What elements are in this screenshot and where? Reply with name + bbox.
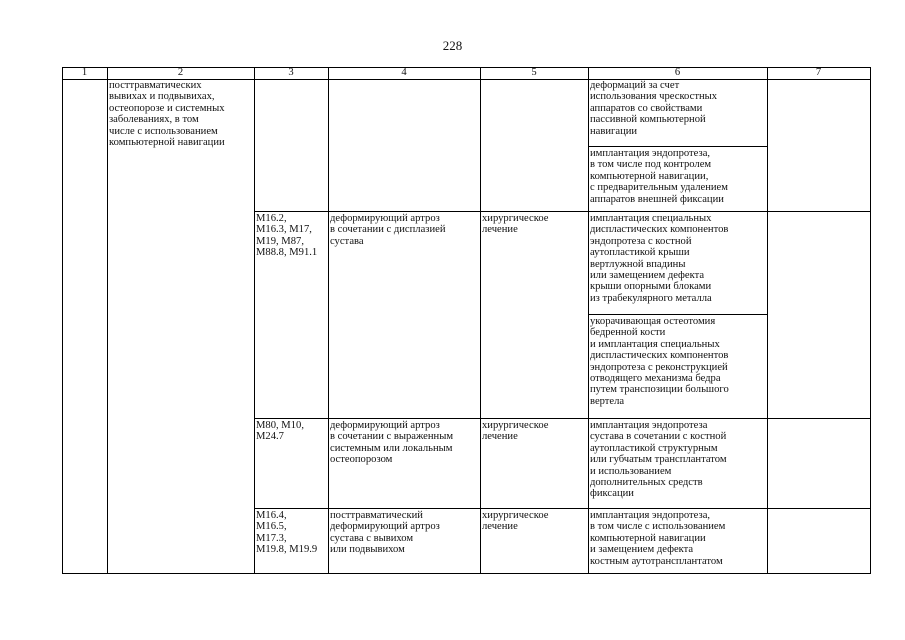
col-border bbox=[107, 67, 108, 574]
method-text: имплантация специальных диспластических компонентов эндопротеза с костной аутопластикой крыши вертлужной впадины или замещением дефекта крыши опорными блоками из трабекулярного металла bbox=[590, 213, 729, 304]
treatment-type: хирургическое лечение bbox=[482, 213, 549, 236]
method-text: имплантация эндопротеза, в том числе с использованием компьютерной навигации и замещением дефекта костным аутотрансплантатом bbox=[590, 510, 726, 567]
diagnosis-code: M16.4, M16.5, M17.3, M19.8, M19.9 bbox=[256, 510, 318, 556]
row-separator bbox=[254, 211, 871, 212]
treatment-type: хирургическое лечение bbox=[482, 420, 549, 443]
page-number: 228 bbox=[442, 38, 463, 53]
column-header: 3 bbox=[288, 67, 294, 78]
column-header: 1 bbox=[81, 67, 88, 78]
method-text: укорачивающая остеотомия бедренной кости и имплантация специальных диспластических компонентов эндопротеза с реконструкцией отводящего механизма бедра путем транспозиции большого вертела bbox=[590, 316, 729, 407]
col-border bbox=[767, 67, 768, 574]
patient-model: деформирующий артроз в сочетании с дисплазией сустава bbox=[330, 213, 446, 247]
method-separator bbox=[588, 314, 767, 315]
column-header: 5 bbox=[531, 67, 537, 78]
method-text: имплантация эндопротеза, в том числе под контролем компьютерной навигации, с предварительным удалением аппаратов внешней фиксации bbox=[590, 148, 728, 205]
column-header: 2 bbox=[177, 67, 184, 78]
table-bottom-border bbox=[62, 573, 871, 574]
treatment-type: хирургическое лечение bbox=[482, 510, 549, 533]
patient-model: деформирующий артроз в сочетании с выраженным системным или локальным остеопорозом bbox=[330, 420, 454, 466]
diagnosis-code: M80, M10, M24.7 bbox=[256, 420, 304, 443]
condition-text: посттравматических вывихах и подвывихах, остеопорозе и системных заболеваниях, в том числе с использованием компьютерной навигации bbox=[109, 80, 225, 149]
row-separator bbox=[254, 508, 871, 509]
column-header: 7 bbox=[815, 67, 822, 78]
col-border bbox=[480, 67, 481, 574]
method-text: имплантация эндопротеза сустава в сочетании с костной аутопластикой структурным или губчатым трансплантатом и использованием дополнительных средств фиксации bbox=[590, 420, 727, 500]
column-header: 4 bbox=[401, 67, 407, 78]
col-border bbox=[328, 67, 329, 574]
col-border bbox=[588, 67, 589, 574]
data-table bbox=[62, 67, 871, 574]
col-border bbox=[870, 67, 871, 574]
column-header: 6 bbox=[674, 67, 681, 78]
diagnosis-code: M16.2, M16.3, M17, M19, M87, M88.8, M91.1 bbox=[256, 213, 318, 259]
col-border bbox=[254, 67, 255, 574]
row-separator bbox=[254, 418, 871, 419]
method-text: деформаций за счет использования чрескостных аппаратов со свойствами пассивной компьютерной навигации bbox=[590, 80, 718, 137]
patient-model: посттравматический деформирующий артроз сустава с вывихом или подвывихом bbox=[330, 510, 440, 556]
method-separator bbox=[588, 146, 767, 147]
col-border bbox=[62, 67, 63, 574]
